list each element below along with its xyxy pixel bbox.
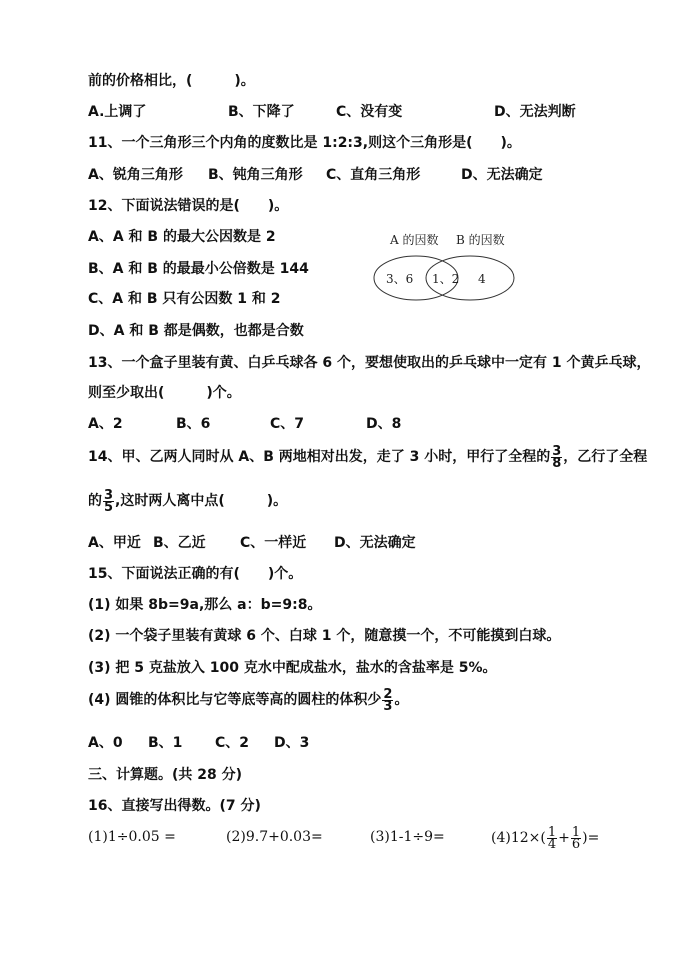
q14-frac2-den: 5: [104, 499, 114, 515]
q13-option-c[interactable]: C、7: [270, 416, 305, 432]
q12-stem: 12、下面说法错误的是( )。: [88, 198, 289, 214]
calc4-frac1-num: 1: [547, 824, 557, 840]
q13-option-d[interactable]: D、8: [366, 416, 402, 432]
calc4-frac2-num: 1: [571, 824, 581, 840]
q15-item-4: [88, 683, 408, 717]
q15-item-3: (3) 把 5 克盐放入 100 克水中配成盐水，盐水的含盐率是 5%。: [88, 660, 497, 676]
q15-option-d[interactable]: D、3: [274, 735, 310, 751]
q14-option-b[interactable]: B、乙近: [153, 535, 206, 551]
calc4-frac2-den: 6: [571, 836, 581, 852]
q14-frac1-num: 3: [552, 443, 562, 459]
q14-line1-post: ，乙行了全程: [563, 449, 648, 465]
q14-line2-post: ,这时两人离中点( )。: [115, 493, 288, 509]
q13-option-a[interactable]: A、2: [88, 416, 123, 432]
venn-common: 1、2: [432, 272, 460, 286]
venn-right-only: 4: [478, 272, 486, 286]
q14-stem-line2: [88, 484, 287, 518]
q12-option-b[interactable]: B、A 和 B 的最最小公倍数是 144: [88, 261, 309, 277]
q10-stem-tail: 前的价格相比，( )。: [88, 73, 255, 89]
q12-option-c[interactable]: C、A 和 B 只有公因数 1 和 2: [88, 291, 281, 307]
q14-option-c[interactable]: C、一样近: [240, 535, 307, 551]
venn-label-a: A 的因数: [390, 233, 439, 247]
q11-option-b[interactable]: B、钝角三角形: [208, 167, 303, 183]
calc4-fraction-2: [571, 824, 581, 852]
q14-fraction-2: [103, 487, 114, 515]
q11-option-c[interactable]: C、直角三角形: [326, 167, 421, 183]
q13-stem-line2: 则至少取出( )个。: [88, 385, 241, 401]
calc-4[interactable]: [491, 818, 599, 858]
q10-option-b[interactable]: B、下降了: [228, 104, 295, 120]
calc-3[interactable]: (3)1-1÷9=: [370, 829, 445, 845]
q13-option-b[interactable]: B、6: [176, 416, 211, 432]
q14-stem-line1: [88, 440, 647, 474]
q15-item4-post: 。: [394, 692, 409, 708]
q14-line2-pre: 的: [88, 493, 102, 509]
calc-1[interactable]: (1)1÷0.05 =: [88, 829, 176, 845]
q12-option-a[interactable]: A、A 和 B 的最大公因数是 2: [88, 229, 276, 245]
q11-option-a[interactable]: A、锐角三角形: [88, 167, 183, 183]
q15-stem: 15、下面说法正确的有( )个。: [88, 566, 303, 582]
q12-option-d[interactable]: D、A 和 B 都是偶数，也都是合数: [88, 323, 304, 339]
q11-option-d[interactable]: D、无法确定: [461, 167, 543, 183]
q15-option-c[interactable]: C、2: [215, 735, 250, 751]
q13-stem-line1: 13、一个盒子里装有黄、白乒乓球各 6 个，要想使取出的乒乓球中一定有 1 个黄乒乓球，: [88, 355, 651, 371]
q14-frac2-num: 3: [104, 487, 114, 503]
venn-diagram: [368, 228, 528, 308]
q14-fraction-1: [551, 443, 562, 471]
calc4-post: )=: [582, 830, 600, 846]
q15-option-a[interactable]: A、0: [88, 735, 123, 751]
calc4-frac1-den: 4: [547, 836, 557, 852]
calc4-op: +: [558, 830, 570, 846]
q15-item4-frac-den: 3: [383, 698, 393, 714]
q14-option-d[interactable]: D、无法确定: [334, 535, 416, 551]
calc4-fraction-1: [547, 824, 557, 852]
calc-2[interactable]: (2)9.7+0.03=: [226, 829, 323, 845]
q10-option-c[interactable]: C、没有变: [336, 104, 403, 120]
venn-left-only: 3、6: [386, 272, 414, 286]
q16-stem: 16、直接写出得数。(7 分): [88, 798, 261, 814]
q15-item-1: (1) 如果 8b=9a,那么 a：b=9:8。: [88, 597, 322, 613]
q15-item-2: (2) 一个袋子里装有黄球 6 个、白球 1 个，随意摸一个，不可能摸到白球。: [88, 628, 561, 644]
q10-option-d[interactable]: D、无法判断: [494, 104, 576, 120]
calc4-pre: (4)12×(: [491, 830, 546, 846]
q14-line1-pre: 14、甲、乙两人同时从 A、B 两地相对出发，走了 3 小时，甲行了全程的: [88, 449, 551, 465]
q10-option-a[interactable]: A.上调了: [88, 104, 147, 120]
q11-stem: 11、一个三角形三个内角的度数比是 1:2:3,则这个三角形是( )。: [88, 135, 521, 151]
q15-item4-frac-num: 2: [383, 686, 393, 702]
venn-label-b: B 的因数: [456, 233, 505, 247]
q14-frac1-den: 8: [552, 455, 562, 471]
q15-item4-pre: (4) 圆锥的体积比与它等底等高的圆柱的体积少: [88, 692, 382, 708]
q15-option-b[interactable]: B、1: [148, 735, 183, 751]
section3-heading: 三、计算题。(共 28 分): [88, 767, 243, 783]
q15-item4-fraction: [382, 686, 393, 714]
q14-option-a[interactable]: A、甲近: [88, 535, 141, 551]
